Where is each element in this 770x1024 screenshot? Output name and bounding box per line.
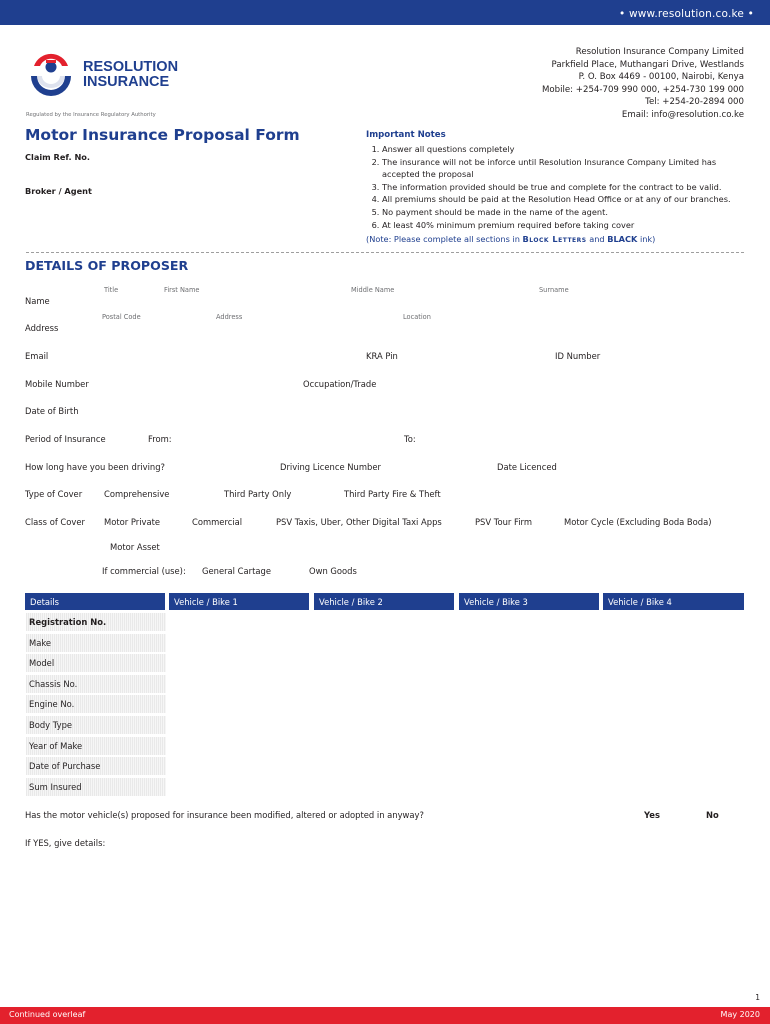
commercial-use-label: If commercial (use): [102,566,186,576]
section-title-proposer: DETAILS OF PROPOSER [25,258,189,273]
modified-yes-option[interactable]: Yes [644,810,660,820]
note-text: ink) [637,234,656,245]
class-option-motor-private[interactable]: Motor Private [104,517,161,527]
block-letters-text: Block Letters [522,234,587,245]
modified-question: Has the motor vehicle(s) proposed for insurance been modified, altered or adopted in anyway? [25,810,424,820]
cover-type-label: Type of Cover [25,489,83,499]
table-header-vehicle-1: Vehicle / Bike 1 [169,593,309,610]
table-header-vehicle-4: Vehicle / Bike 4 [603,593,744,610]
name-field[interactable] [100,295,744,309]
regulated-note: Regulated by the Insurance Regulatory Authority [26,112,156,118]
modified-details-label: If YES, give details: [25,838,106,848]
middle-name-sublabel: Middle Name [351,286,395,294]
company-line: Tel: +254-20-2894 000 [645,97,744,107]
table-row-year: Year of Make [26,737,166,755]
company-line: Parkfield Place, Muthangari Drive, Westlands [551,59,744,70]
resolution-logo-icon [24,46,78,102]
class-option-commercial[interactable]: Commercial [192,517,243,527]
mobile-field[interactable] [100,378,295,392]
company-line: Resolution Insurance Company Limited [575,47,744,57]
table-row-make: Make [26,634,166,652]
postal-code-sublabel: Postal Code [102,313,141,321]
mobile-label: Mobile Number [25,379,89,389]
kra-pin-field[interactable] [405,350,545,364]
use-option-own-goods[interactable]: Own Goods [309,566,357,576]
address-field[interactable] [100,322,744,336]
cover-option-third-party[interactable]: Third Party Only [224,489,292,499]
divider [26,252,744,253]
date-licenced-label: Date Licenced [497,462,557,472]
table-row-chassis: Chassis No. [26,675,166,693]
table-header-vehicle-2: Vehicle / Bike 2 [314,593,454,610]
modified-details-field[interactable] [25,852,744,972]
logo-text-line2: INSURANCE [83,74,170,90]
id-number-field[interactable] [605,350,744,364]
id-number-label: ID Number [555,351,601,361]
class-option-psv-taxis[interactable]: PSV Taxis, Uber, Other Digital Taxi Apps [276,517,442,527]
note-item: 2. The insurance will not be inforce until Resolution Insurance Company Limited has accepted the proposal [382,156,750,181]
driving-years-field[interactable] [172,461,272,475]
period-from-label: From: [148,434,172,444]
continued-overleaf: Continued overleaf [9,1010,86,1019]
period-label: Period of Insurance [25,434,106,444]
cover-option-fire-theft[interactable]: Third Party Fire & Theft [344,489,441,499]
dob-field[interactable] [100,405,300,419]
broker-label: Broker / Agent [25,186,92,196]
logo-text-line1: RESOLUTION [83,59,179,75]
table-row-registration: Registration No. [26,613,166,631]
use-option-general-cartage[interactable]: General Cartage [202,566,271,576]
class-option-psv-tour[interactable]: PSV Tour Firm [475,517,532,527]
claim-ref-label: Claim Ref. No. [25,152,91,162]
company-address [542,46,744,121]
website-url[interactable]: • www.resolution.co.ke • [619,8,754,20]
page-number: 1 [755,993,760,1002]
table-row-model: Model [26,654,166,672]
vehicle-entry-grid[interactable] [169,613,744,796]
location-sublabel: Location [403,313,431,321]
form-date: May 2020 [720,1010,760,1019]
top-banner [0,0,770,25]
footer-bar [0,1007,770,1024]
table-row-sum-insured: Sum Insured [26,778,166,796]
table-header-details: Details [25,593,165,610]
company-line: Mobile: +254-709 990 000, +254-730 199 000 [541,84,744,95]
class-option-motor-cycle[interactable]: Motor Cycle (Excluding Boda Boda) [564,517,712,527]
period-to-field[interactable] [422,433,744,447]
note-item: 3. The information provided should be true and complete for the contract to be valid. [382,181,750,194]
email-label: Email [25,351,49,361]
occupation-label: Occupation/Trade [303,379,377,389]
surname-sublabel: Surname [539,286,569,294]
modified-no-option[interactable]: No [706,810,719,820]
company-line: P. O. Box 4469 - 00100, Nairobi, Kenya [578,72,744,82]
licence-number-field[interactable] [386,461,486,475]
address-sublabel: Address [216,313,243,321]
cover-option-comprehensive[interactable]: Comprehensive [104,489,170,499]
address-label: Address [25,323,59,333]
email-field[interactable] [100,350,350,364]
notes-title: Important Notes [366,130,446,140]
driving-years-label: How long have you been driving? [25,462,165,472]
note-item: 6. At least 40% minimum premium required before taking cover [382,219,750,232]
date-licenced-field[interactable] [562,461,744,475]
class-option-motor-asset[interactable]: Motor Asset [110,542,160,552]
licence-number-label: Driving Licence Number [280,462,381,472]
note-text: and [586,234,608,245]
first-name-sublabel: First Name [164,286,200,294]
note-text: (Note: Please complete all sections in [366,234,523,245]
company-line: Email: info@resolution.co.ke [621,109,744,120]
table-row-engine: Engine No. [26,695,166,713]
title-sublabel: Title [104,286,119,294]
important-notes [366,143,750,246]
table-row-body-type: Body Type [26,716,166,734]
table-row-purchase-date: Date of Purchase [26,757,166,775]
claim-ref-field[interactable] [110,150,330,164]
table-header-vehicle-3: Vehicle / Bike 3 [459,593,599,610]
note-item: 1. Answer all questions completely [382,143,750,156]
period-to-label: To: [404,434,416,444]
form-title: Motor Insurance Proposal Form [25,126,300,144]
occupation-field[interactable] [388,378,744,392]
dob-label: Date of Birth [25,406,79,416]
black-text: BLACK [607,234,638,245]
name-label: Name [25,296,50,306]
notes-footnote [366,233,750,246]
broker-field[interactable] [110,184,330,198]
cover-class-label: Class of Cover [25,517,85,527]
period-from-field[interactable] [178,433,388,447]
note-item: 4. All premiums should be paid at the Resolution Head Office or at any of our branches. [382,193,750,206]
note-item: 5. No payment should be made in the name of the agent. [382,206,750,219]
kra-pin-label: KRA Pin [366,351,398,361]
